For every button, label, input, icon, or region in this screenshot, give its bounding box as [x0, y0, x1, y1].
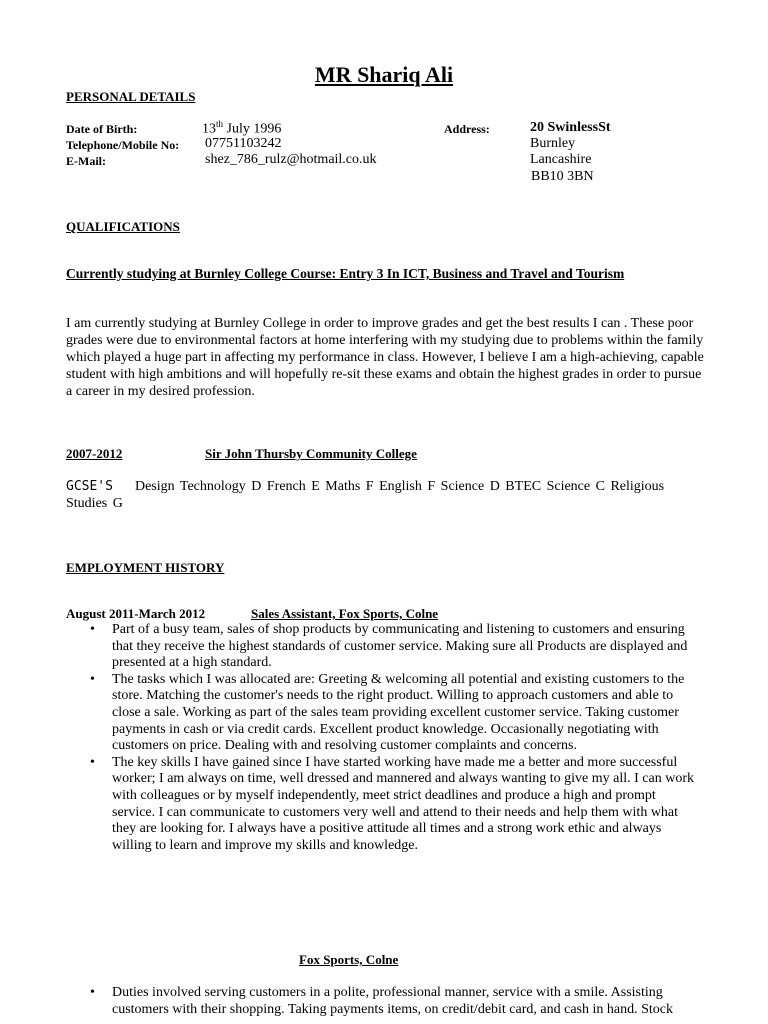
current-study-line: Currently studying at Burnley College Course: Entry 3 In ICT, Business and Travel and Tourism — [66, 266, 625, 281]
bullet-icon: • — [90, 671, 95, 687]
phone-value: 07751103242 — [205, 136, 282, 151]
job1-dates: August 2011-March 2012 — [66, 606, 206, 621]
dob-value: 13th July 1996 — [202, 119, 282, 137]
resume-name: MR Shariq Ali — [314, 62, 454, 87]
address-line-3: Lancashire — [530, 152, 592, 167]
job1-title: Sales Assistant, Fox Sports, Colne — [251, 606, 439, 621]
list-item: • Part of a busy team, sales of shop products by communicating and listening to customers and ensuring that they receive the highest standards of customer service. Making sure all Products are displayed and presented at a high standard. — [90, 622, 688, 671]
gcse-results: GCSE'S Design Technology D French E Maths F English F Science D BTEC Science C Religious Studies G — [66, 479, 665, 511]
dob-label: Date of Birth: — [66, 122, 138, 136]
job2-duties-list — [90, 985, 702, 1018]
job1-duties-list — [90, 622, 702, 854]
email-value: shez_786_rulz@hotmail.co.uk — [205, 152, 377, 167]
study-paragraph: I am currently studying at Burnley College in order to improve grades and get the best results I can . These poor grades were due to environmental factors at home interfering with my studying due to problems within the family which played a huge part in affecting my performance in class. However, I believe I am a high-achieving, capable student with high ambitions and will hopefully re-sit these exams and obtain the highest grades in order to pursue a career in my desired profession. — [66, 316, 704, 399]
bullet-icon: • — [90, 985, 95, 1000]
qualifications-heading: QUALIFICATIONS — [66, 219, 180, 234]
address-line-1: 20 SwinlessSt — [530, 120, 611, 135]
list-item: • The tasks which I was allocated are: Greeting & welcoming all potential and existing customers to the store. Matching the customer's needs to the right product. Willing to approach customers and able to close a sale. Working as part of the sales team providing excellent customer service. Taking customer payments in cash or via credit cards. Excellent product knowledge. Occasionally negotiating with customers on price. Dealing with and resolving customer complaints and concerns. — [90, 671, 685, 754]
list-item: • Duties involved serving customers in a polite, professional manner, service with a smile. Assisting customers with their shopping. Taking payments items, on credit/debit card, and cash in hand. Stock — [90, 985, 673, 1017]
bullet-icon: • — [90, 622, 95, 637]
phone-label: Telephone/Mobile No: — [66, 138, 180, 152]
list-item: • The key skills I have gained since I have started working have made me a better and more successful worker; I am always on time, well dressed and mannered and always wanting to give my all. I can work with colleagues or by myself independently, meet strict deadlines and produce a high and prompt service. I can communicate to customers very well and attend to their needs and help them with what they are looking for. I always have a positive attitude all times and a strong work ethic and always willing to learn and improve my skills and knowledge. — [90, 754, 694, 853]
personal-details-heading: PERSONAL DETAILS — [66, 89, 196, 104]
email-label: E-Mail: — [66, 154, 106, 168]
school-years: 2007-2012 — [66, 446, 123, 461]
bullet-icon: • — [90, 754, 95, 770]
address-label: Address: — [444, 122, 490, 136]
employment-heading: EMPLOYMENT HISTORY — [66, 560, 225, 575]
address-line-2: Burnley — [530, 136, 576, 151]
school-name: Sir John Thursby Community College — [205, 446, 417, 461]
job2-title: Fox Sports, Colne — [299, 952, 399, 967]
address-line-4: BB10 3BN — [531, 169, 594, 184]
